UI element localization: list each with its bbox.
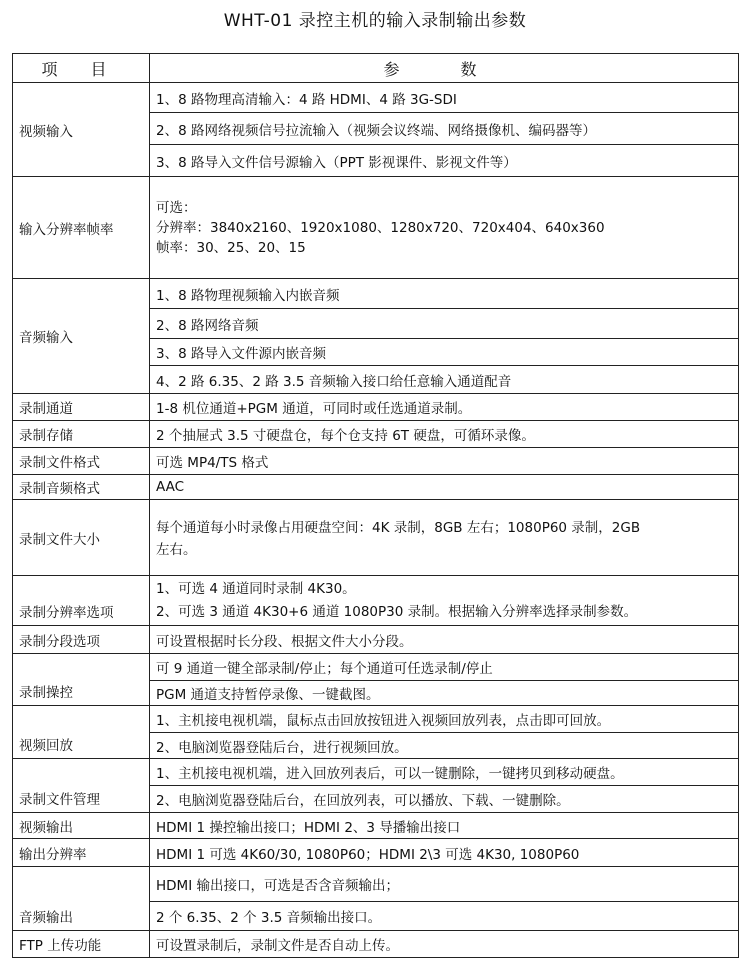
row-value: 4、2 路 6.35、2 路 3.5 音频输入接口给任意输入通道配音 [150,366,739,394]
table-row [13,394,739,421]
row-value-line: 1、可选 4 通道同时录制 4K30。 [156,580,356,597]
row-value: 3、8 路导入文件信号源输入（PPT 影视课件、影视文件等） [150,145,739,177]
row-value: HDMI 1 可选 4K60/30, 1080P60；HDMI 2\3 可选 4K30, 1080P60 [150,839,739,867]
row-label-audio-output: 音频输出 [13,867,150,931]
row-label-output-resolution: 输出分辨率 [13,839,150,867]
table-row [13,867,739,902]
row-value: PGM 通道支持暂停录像、一键截图。 [150,681,739,706]
row-value-line: 分辨率：3840x2160、1920x1080、1280x720、720x404、640x360 [156,219,605,236]
row-label-rec-channels: 录制通道 [13,394,150,421]
table-row [13,759,739,786]
row-label-rec-audio-format: 录制音频格式 [13,475,150,500]
row-value: 2 个 6.35、2 个 3.5 音频输出接口。 [150,902,739,931]
row-value: 3、8 路导入文件源内嵌音频 [150,339,739,366]
table-header-row [13,54,739,83]
row-label-rec-resolution: 录制分辨率选项 [13,576,150,626]
table-row [13,83,739,113]
row-value-line: 可选： [156,199,197,216]
row-value: 1、主机接电视机端，进入回放列表后，可以一键删除，一键拷贝到移动硬盘。 [150,759,739,786]
row-value: AAC [150,475,739,500]
row-value-line: 帧率：30、25、20、15 [156,239,306,256]
row-label-rec-file-size: 录制文件大小 [13,500,150,576]
row-value [150,177,739,279]
table-row [13,654,739,681]
table-row [13,839,739,867]
row-value: 可 9 通道一键全部录制/停止；每个通道可任选录制/停止 [150,654,739,681]
header-item: 项 目 [13,54,150,83]
row-label-rec-file-format: 录制文件格式 [13,448,150,475]
spec-table [12,53,739,958]
row-value: 2 个抽屉式 3.5 寸硬盘仓，每个仓支持 6T 硬盘，可循环录像。 [150,421,739,448]
row-value-line: 每个通道每小时录像占用硬盘空间：4K 录制，8GB 左右；1080P60 录制，2GB [156,520,641,536]
document-title: WHT-01 录控主机的输入录制输出参数 [223,11,527,31]
table-row [13,475,739,500]
row-value: 1-8 机位通道+PGM 通道，可同时或任选通道录制。 [150,394,739,421]
row-label-video-output: 视频输出 [13,813,150,839]
row-value: 可设置录制后，录制文件是否自动上传。 [150,931,739,958]
row-label-audio-input: 音频输入 [13,279,150,394]
table-row [13,931,739,958]
table-row [13,279,739,309]
table-row [13,421,739,448]
header-param: 参 数 [150,54,739,83]
row-value [150,576,739,626]
row-value: 2、电脑浏览器登陆后台，进行视频回放。 [150,733,739,759]
row-value: HDMI 输出接口，可选是否含音频输出； [150,867,739,902]
table-row [13,813,739,839]
row-label-rec-storage: 录制存储 [13,421,150,448]
table-row [13,706,739,733]
row-value-line: 2、可选 3 通道 4K30+6 通道 1080P30 录制。根据输入分辨率选择录制参数。 [156,603,638,620]
row-value: 1、8 路物理高清输入：4 路 HDMI、4 路 3G-SDI [150,83,739,113]
row-label-ftp: FTP 上传功能 [13,931,150,958]
table-row [13,576,739,626]
table-row [13,448,739,475]
table-row [13,500,739,576]
table-row [13,177,739,279]
row-value: 2、8 路网络音频 [150,309,739,339]
row-value: 2、电脑浏览器登陆后台，在回放列表，可以播放、下载、一键删除。 [150,786,739,813]
row-value [150,500,739,576]
row-value: 可选 MP4/TS 格式 [150,448,739,475]
row-value-line: 左右。 [156,542,197,558]
row-label-rec-segment: 录制分段选项 [13,626,150,654]
row-value: HDMI 1 操控输出接口；HDMI 2、3 导播输出接口 [150,813,739,839]
row-label-playback: 视频回放 [13,706,150,759]
table-row [13,626,739,654]
row-label-file-mgmt: 录制文件管理 [13,759,150,813]
row-label-rec-control: 录制操控 [13,654,150,706]
row-value: 2、8 路网络视频信号拉流输入（视频会议终端、网络摄像机、编码器等） [150,113,739,145]
row-label-resolution-fps: 输入分辨率帧率 [13,177,150,279]
row-value: 1、8 路物理视频输入内嵌音频 [150,279,739,309]
row-value: 1、主机接电视机端，鼠标点击回放按钮进入视频回放列表，点击即可回放。 [150,706,739,733]
row-value: 可设置根据时长分段、根据文件大小分段。 [150,626,739,654]
row-label-video-input: 视频输入 [13,83,150,177]
